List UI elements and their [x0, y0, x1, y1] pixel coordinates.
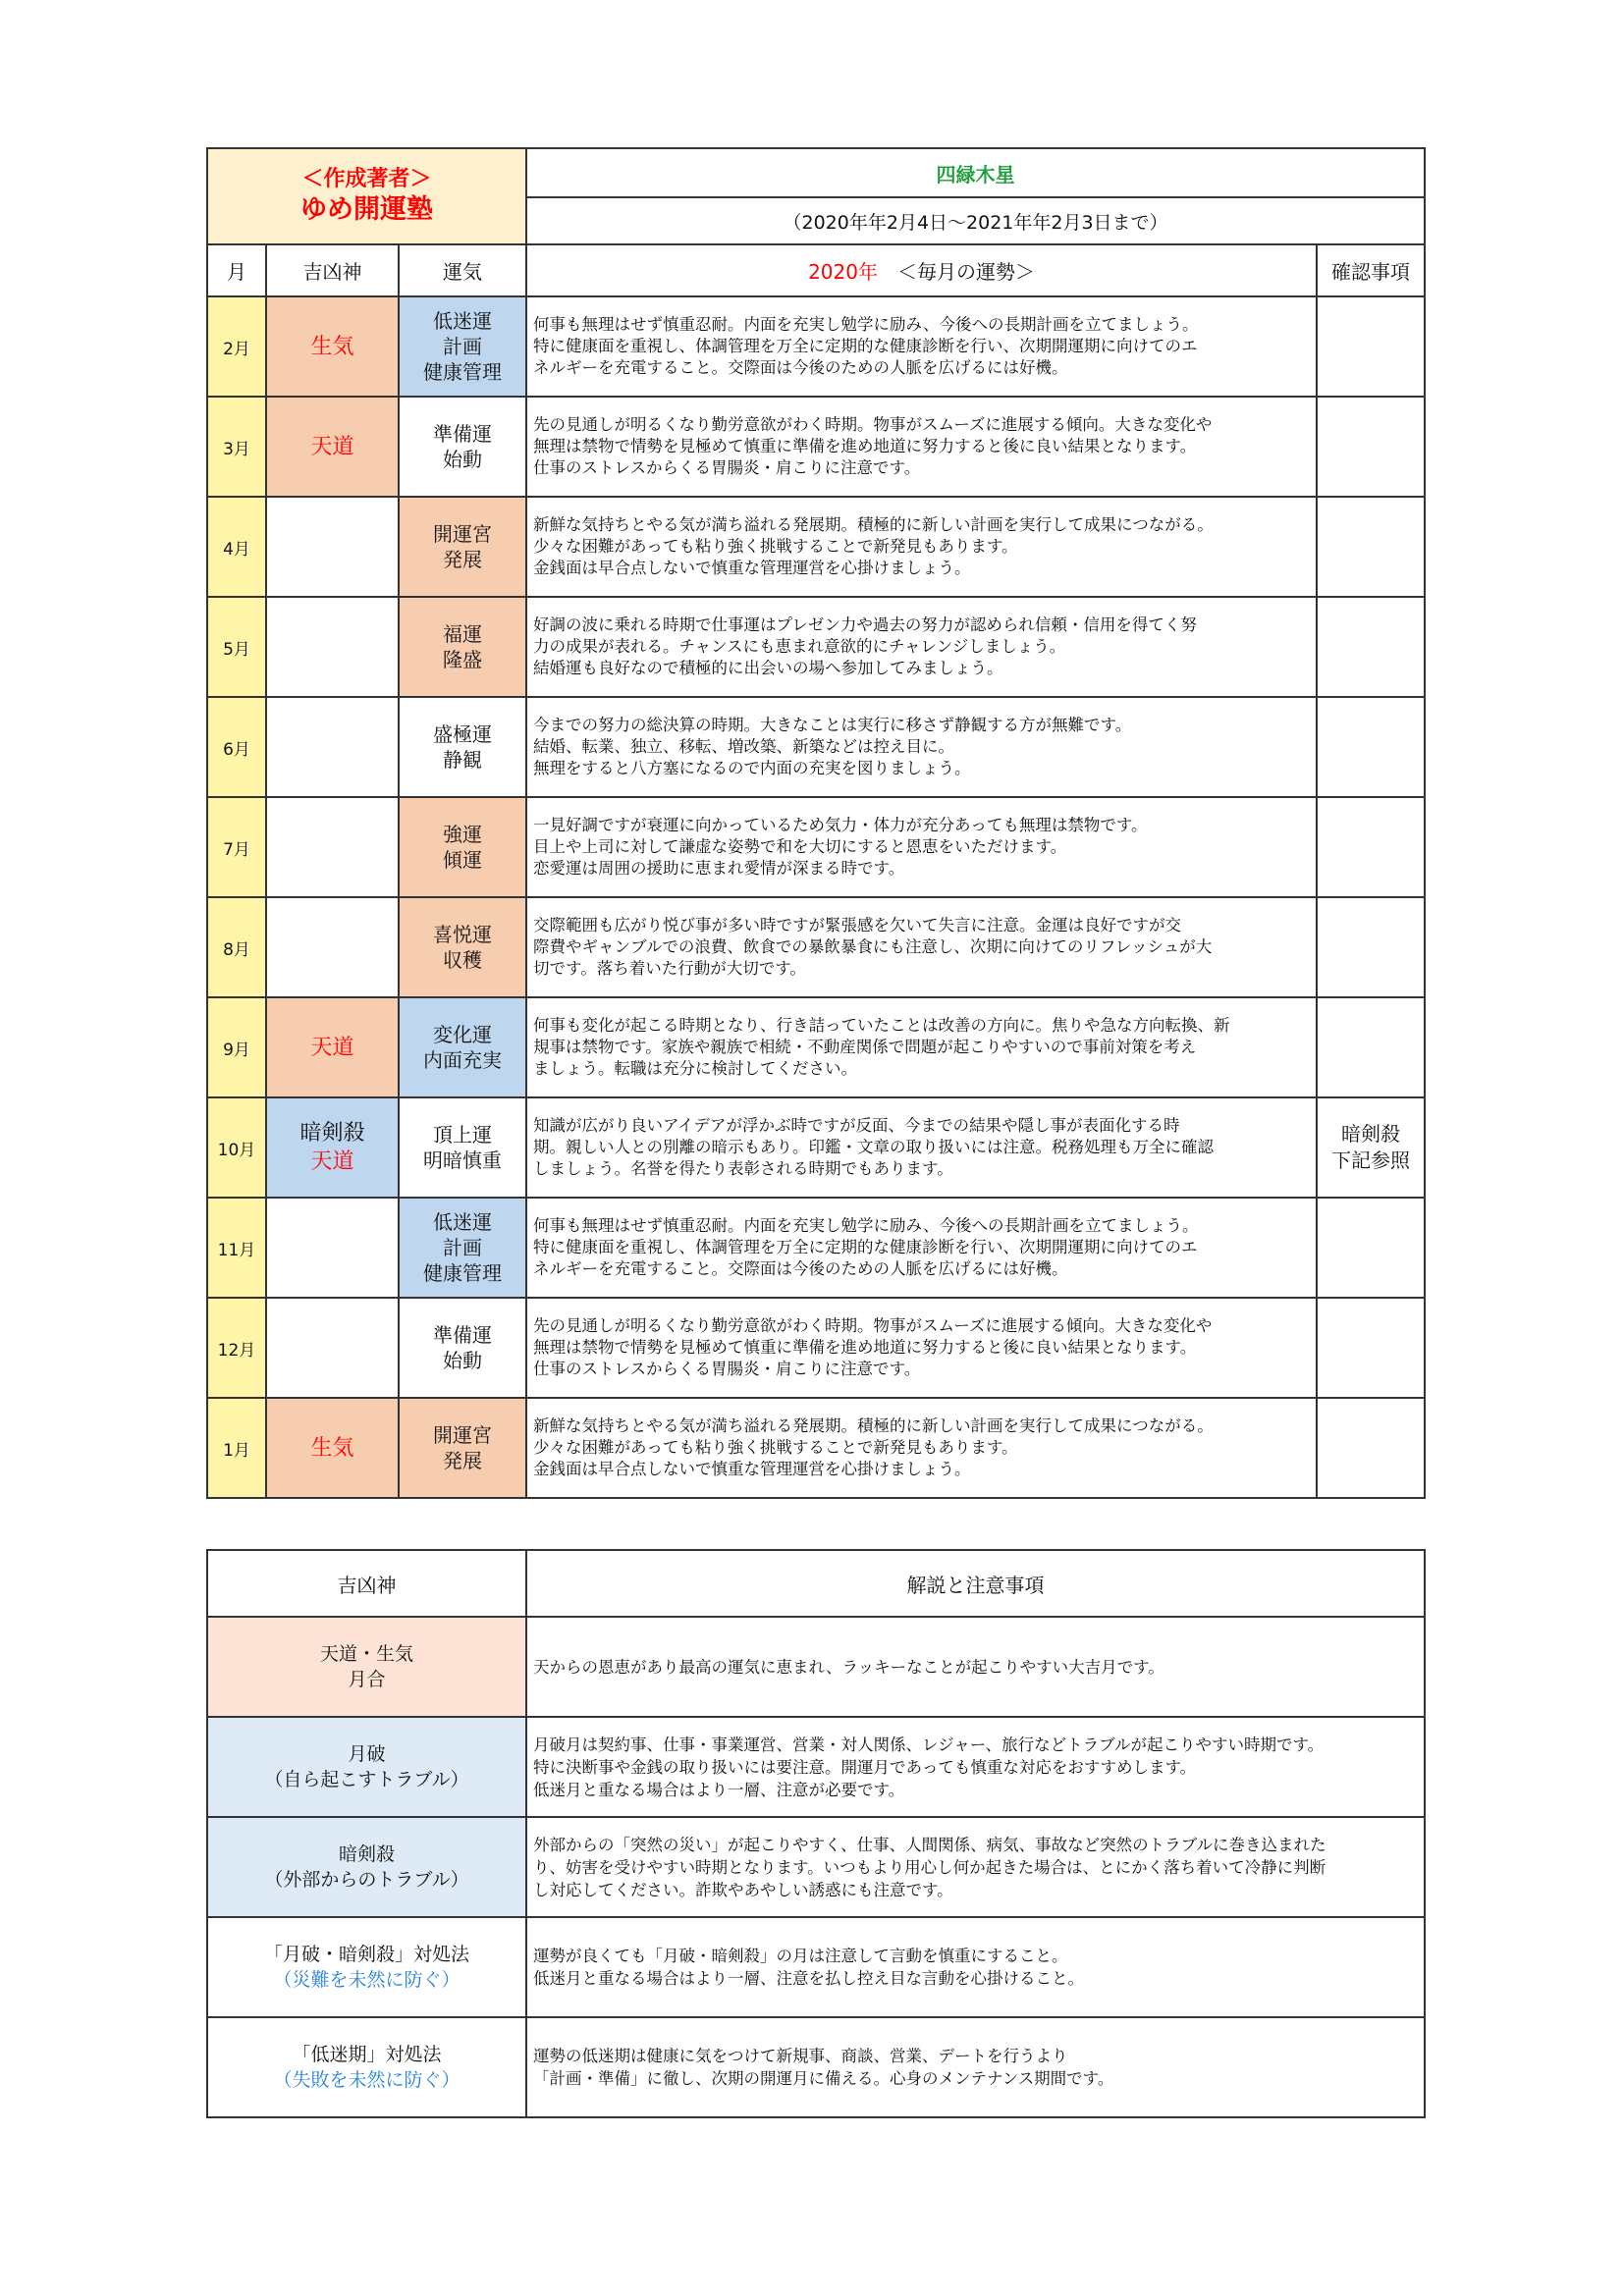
text-line: 強運 [443, 823, 483, 846]
text-line: 内面充実 [423, 1048, 503, 1072]
luck-cell [399, 797, 526, 897]
god-name: 生気 [310, 334, 354, 359]
god-cell [266, 697, 399, 797]
legend-key [207, 1617, 526, 1717]
text-line: 少々な困難があっても粘り強く挑戦することで新発見もあります。 [533, 537, 1018, 556]
text-line: 低迷月と重なる場合はより一層、注意が必要です。 [533, 1780, 905, 1799]
god-name: 暗剣殺 [299, 1121, 365, 1146]
legend-row [207, 1617, 1425, 1717]
col-check: 確認事項 [1317, 244, 1425, 296]
god-cell [266, 897, 399, 997]
fortune-description [526, 1097, 1317, 1198]
text-line: 計画 [443, 335, 483, 358]
fortune-description [526, 1298, 1317, 1398]
fortune-description [526, 997, 1317, 1097]
check-cell [1317, 1097, 1425, 1198]
legend-row [207, 1717, 1425, 1817]
fortune-description [526, 597, 1317, 697]
text-line: 健康管理 [423, 360, 503, 384]
luck-cell [399, 1198, 526, 1298]
month-label: 12月 [207, 1298, 266, 1398]
text-line: 無理は禁物で情勢を見極めて慎重に準備を進め地道に努力すると後に良い結果となります。 [533, 1338, 1197, 1357]
monthly-fortune-table [206, 147, 1426, 1499]
col-luck: 運気 [399, 244, 526, 296]
luck-cell [399, 1298, 526, 1398]
check-cell [1317, 296, 1425, 397]
author-label: ＜作成著者＞ [301, 167, 432, 191]
fortune-description [526, 897, 1317, 997]
month-label: 9月 [207, 997, 266, 1097]
legend-table [206, 1549, 1426, 2118]
text-line: ましょう。転職は充分に検討してください。 [533, 1059, 858, 1078]
text-line: 際費やギャンブルでの浪費、飲食での暴飲暴食にも注意し、次期に向けてのリフレッシュが大 [533, 937, 1213, 956]
text-line: 今までの努力の総決算の時期。大きなことは実行に移さず静観する方が無難です。 [533, 716, 1132, 734]
luck-cell [399, 1398, 526, 1498]
fortune-description [526, 397, 1317, 497]
text-line: ネルギーを充電すること。交際面は今後のための人脈を広げるには好機。 [533, 1259, 1068, 1278]
text-line: 期。親しい人との別離の暗示もあり。印鑑・文章の取り扱いには注意。税務処理も万全に確認 [533, 1138, 1215, 1156]
god-cell [266, 296, 399, 397]
luck-cell [399, 497, 526, 597]
text-line: 目上や上司に対して謙虚な姿勢で和を大切にすると恩恵をいただけます。 [533, 837, 1067, 856]
text-line: 外部からの「突然の災い」が起こりやすく、仕事、人間関係、病気、事故など突然のトラブルに巻き込まれた [533, 1835, 1326, 1854]
text-line: 何事も無理はせず慎重忍耐。内面を充実し勉学に励み、今後への長期計画を立てましょう。 [533, 315, 1199, 334]
check-cell [1317, 1398, 1425, 1498]
text-line: 開運宮 [433, 522, 493, 546]
title-year: 2020年 [808, 260, 878, 284]
month-row [207, 897, 1425, 997]
text-line: 盛極運 [433, 722, 493, 746]
month-label: 2月 [207, 296, 266, 397]
legend-description [526, 1917, 1425, 2017]
title-rest: ＜毎月の運勢＞ [896, 260, 1035, 284]
legend-description [526, 2017, 1425, 2117]
text-line: 準備運 [433, 422, 493, 446]
text-line: 暗剣殺 [1341, 1122, 1401, 1146]
legend-key-line: 「低迷期」対処法 [292, 2044, 442, 2065]
fortune-description [526, 797, 1317, 897]
text-line: 好調の波に乗れる時期で仕事運はプレゼン力や過去の努力が認められ信頼・信用を得てく努 [533, 615, 1197, 634]
legend-key-line: 月破 [348, 1743, 386, 1765]
text-line: 交際範囲も広がり悦び事が多い時ですが緊張感を欠いて失言に注意。金運は良好ですが交 [533, 916, 1182, 934]
legend-row [207, 2017, 1425, 2117]
god-cell [266, 597, 399, 697]
god-cell [266, 1398, 399, 1498]
check-cell [1317, 397, 1425, 497]
legend-row [207, 1917, 1425, 2017]
month-label: 3月 [207, 397, 266, 497]
luck-cell [399, 397, 526, 497]
legend-key-line: （自ら起こすトラブル） [264, 1769, 469, 1790]
god-cell [266, 1198, 399, 1298]
legend-description [526, 1617, 1425, 1717]
text-line: 特に健康面を重視し、体調管理を万全に定期的な健康診断を行い、次期開運期に向けてのエ [533, 1238, 1198, 1256]
text-line: 何事も無理はせず慎重忍耐。内面を充実し勉学に励み、今後への長期計画を立てましょう。 [533, 1216, 1199, 1235]
legend-key-line: （災難を未然に防ぐ） [273, 1969, 460, 1991]
luck-cell [399, 597, 526, 697]
month-row [207, 597, 1425, 697]
check-cell [1317, 597, 1425, 697]
text-line: 下記参照 [1331, 1148, 1411, 1172]
month-row [207, 1097, 1425, 1198]
text-line: 少々な困難があっても粘り強く挑戦することで新発見もあります。 [533, 1438, 1018, 1457]
month-label: 8月 [207, 897, 266, 997]
text-line: 始動 [443, 1349, 483, 1372]
text-line: 切です。落ち着いた行動が大切です。 [533, 959, 806, 978]
legend-col-desc: 解説と注意事項 [526, 1550, 1425, 1617]
god-cell [266, 397, 399, 497]
text-line: し対応してください。詐欺やあやしい誘惑にも注意です。 [533, 1880, 953, 1899]
text-line: 天からの恩恵があり最高の運気に恵まれ、ラッキーなことが起こりやすい大吉月です。 [533, 1657, 1164, 1677]
month-label: 11月 [207, 1198, 266, 1298]
text-line: 何事も変化が起こる時期となり、行き詰っていたことは改善の方向に。焦りや急な方向転換、新 [533, 1016, 1230, 1035]
god-cell [266, 997, 399, 1097]
legend-key-line: 月合 [348, 1669, 386, 1690]
text-line: 始動 [443, 448, 483, 471]
luck-cell [399, 1097, 526, 1198]
god-name: 天道 [310, 1035, 354, 1060]
text-line: 計画 [443, 1236, 483, 1259]
text-line: 変化運 [433, 1023, 493, 1046]
text-line: 仕事のストレスからくる胃腸炎・肩こりに注意です。 [533, 1360, 921, 1378]
month-label: 6月 [207, 697, 266, 797]
text-line: 一見好調ですが衰運に向かっているため気力・体力が充分あっても無理は禁物です。 [533, 816, 1148, 834]
month-row [207, 1198, 1425, 1298]
month-row [207, 797, 1425, 897]
check-cell [1317, 697, 1425, 797]
text-line: 運勢が良くても「月破・暗剣殺」の月は注意して言動を慎重にすること。 [533, 1947, 1068, 1965]
table-title [526, 244, 1317, 296]
check-cell [1317, 997, 1425, 1097]
legend-row [207, 1817, 1425, 1917]
god-cell [266, 1298, 399, 1398]
check-cell [1317, 497, 1425, 597]
author-name: ゆめ開運塾 [300, 194, 434, 225]
text-line: しましょう。名誉を得たり表彰される時期でもあります。 [533, 1159, 953, 1178]
legend-key [207, 1817, 526, 1917]
text-line: 特に健康面を重視し、体調管理を万全に定期的な健康診断を行い、次期開運期に向けてのエ [533, 337, 1198, 355]
text-line: 福運 [443, 622, 483, 646]
fortune-description [526, 697, 1317, 797]
column-header-row [207, 244, 1425, 296]
legend-key [207, 1917, 526, 2017]
text-line: 先の見通しが明るくなり勤労意欲がわく時期。物事がスムーズに進展する傾向。大きな変化や [533, 415, 1213, 434]
legend-key-line: 「月破・暗剣殺」対処法 [263, 1944, 469, 1965]
text-line: 新鮮な気持ちとやる気が満ち溢れる発展期。積極的に新しい計画を実行して成果につながる。 [533, 515, 1214, 534]
text-line: 無理をすると八方塞になるので内面の充実を図りましょう。 [533, 759, 971, 777]
month-row [207, 697, 1425, 797]
text-line: り、妨害を受けやすい時期となります。いつもより用心し何か起きた場合は、とにかく落ち着いて冷静に判断 [533, 1857, 1326, 1877]
text-line: 開運宮 [433, 1423, 493, 1447]
text-line: 収穫 [443, 948, 483, 972]
text-line: 「計画・準備」に徹し、次期の開運月に備える。心身のメンテナンス期間です。 [533, 2069, 1114, 2088]
legend-col-god: 吉凶神 [207, 1550, 526, 1617]
legend-description [526, 1817, 1425, 1917]
legend-key [207, 1717, 526, 1817]
check-cell [1317, 1198, 1425, 1298]
luck-cell [399, 897, 526, 997]
god-cell [266, 497, 399, 597]
nine-star-title: 四緑木星 [526, 148, 1425, 197]
text-line: 恋愛運は周囲の援助に恵まれ愛情が深まる時です。 [533, 859, 905, 878]
month-row [207, 397, 1425, 497]
month-label: 10月 [207, 1097, 266, 1198]
fortune-description [526, 296, 1317, 397]
god-name: 天道 [310, 434, 354, 459]
fortune-description [526, 1398, 1317, 1498]
col-month: 月 [207, 244, 266, 296]
text-line: 運勢の低迷期は健康に気をつけて新規事、商談、営業、デートを行うより [533, 2047, 1068, 2065]
col-god: 吉凶神 [266, 244, 399, 296]
legend-description [526, 1717, 1425, 1817]
text-line: ネルギーを充電すること。交際面は今後のための人脈を広げるには好機。 [533, 358, 1068, 377]
text-line: 頂上運 [433, 1123, 493, 1147]
text-line: 静観 [443, 748, 483, 772]
god-name: 天道 [310, 1149, 354, 1174]
text-line: 特に決断事や金銭の取り扱いには要注意。開運月であっても慎重な対応をおすすめします。 [533, 1757, 1197, 1777]
month-label: 4月 [207, 497, 266, 597]
text-line: 無理は禁物で情勢を見極めて慎重に準備を進め地道に努力すると後に良い結果となります。 [533, 437, 1197, 455]
text-line: 低迷運 [433, 309, 493, 333]
month-row [207, 1398, 1425, 1498]
month-label: 7月 [207, 797, 266, 897]
text-line: 規事は禁物です。家族や親族で相続・不動産関係で問題が起こりやすいので事前対策を考え [533, 1038, 1197, 1056]
text-line: 月破月は契約事、仕事・事業運営、営業・対人関係、レジャー、旅行などトラブルが起こりやすい時期です。 [533, 1735, 1325, 1754]
god-cell [266, 797, 399, 897]
check-cell [1317, 797, 1425, 897]
fortune-description [526, 1198, 1317, 1298]
text-line: 傾運 [443, 848, 483, 872]
text-line: 準備運 [433, 1323, 493, 1347]
month-label: 5月 [207, 597, 266, 697]
god-name: 生気 [310, 1435, 354, 1461]
text-line: 発展 [443, 548, 483, 571]
month-row [207, 497, 1425, 597]
text-line: 低迷運 [433, 1210, 493, 1234]
fortune-description [526, 497, 1317, 597]
god-cell [266, 1097, 399, 1198]
text-line: 知識が広がり良いアイデアが浮かぶ時ですが反面、今までの結果や隠し事が表面化する時 [533, 1116, 1180, 1135]
legend-key-line: （失敗を未然に防ぐ） [273, 2069, 460, 2091]
text-line: 健康管理 [423, 1261, 503, 1285]
text-line: 仕事のストレスからくる胃腸炎・肩こりに注意です。 [533, 458, 921, 477]
text-line: 明暗慎重 [423, 1148, 503, 1172]
text-line: 新鮮な気持ちとやる気が満ち溢れる発展期。積極的に新しい計画を実行して成果につながる。 [533, 1416, 1214, 1435]
author-cell [207, 148, 526, 244]
month-row [207, 296, 1425, 397]
text-line: 喜悦運 [433, 923, 493, 946]
text-line: 金銭面は早合点しないで慎重な管理運営を心掛けましょう。 [533, 559, 971, 577]
legend-key-line: （外部からのトラブル） [264, 1869, 469, 1891]
legend-key-line: 天道・生気 [319, 1643, 413, 1665]
luck-cell [399, 296, 526, 397]
text-line: 発展 [443, 1449, 483, 1472]
month-label: 1月 [207, 1398, 266, 1498]
check-cell [1317, 1298, 1425, 1398]
text-line: 結婚、転業、独立、移転、増改築、新築などは控え目に。 [533, 737, 955, 756]
text-line: 低迷月と重なる場合はより一層、注意を払し控え目な言動を心掛けること。 [533, 1969, 1084, 1988]
legend-header-row [207, 1550, 1425, 1617]
month-row [207, 997, 1425, 1097]
luck-cell [399, 997, 526, 1097]
legend-key [207, 2017, 526, 2117]
period-text: （2020年年2月4日～2021年年2月3日まで） [526, 197, 1425, 244]
text-line: 力の成果が表れる。チャンスにも恵まれ意欲的にチャレンジしましょう。 [533, 637, 1066, 656]
legend-key-line: 暗剣殺 [338, 1843, 395, 1865]
luck-cell [399, 697, 526, 797]
text-line: 結婚運も良好なので積極的に出会いの場へ参加してみましょう。 [533, 659, 1003, 677]
text-line: 金銭面は早合点しないで慎重な管理運営を心掛けましょう。 [533, 1460, 971, 1478]
month-row [207, 1298, 1425, 1398]
text-line: 先の見通しが明るくなり勤労意欲がわく時期。物事がスムーズに進展する傾向。大きな変化や [533, 1316, 1213, 1335]
check-cell [1317, 897, 1425, 997]
text-line: 隆盛 [443, 648, 483, 671]
